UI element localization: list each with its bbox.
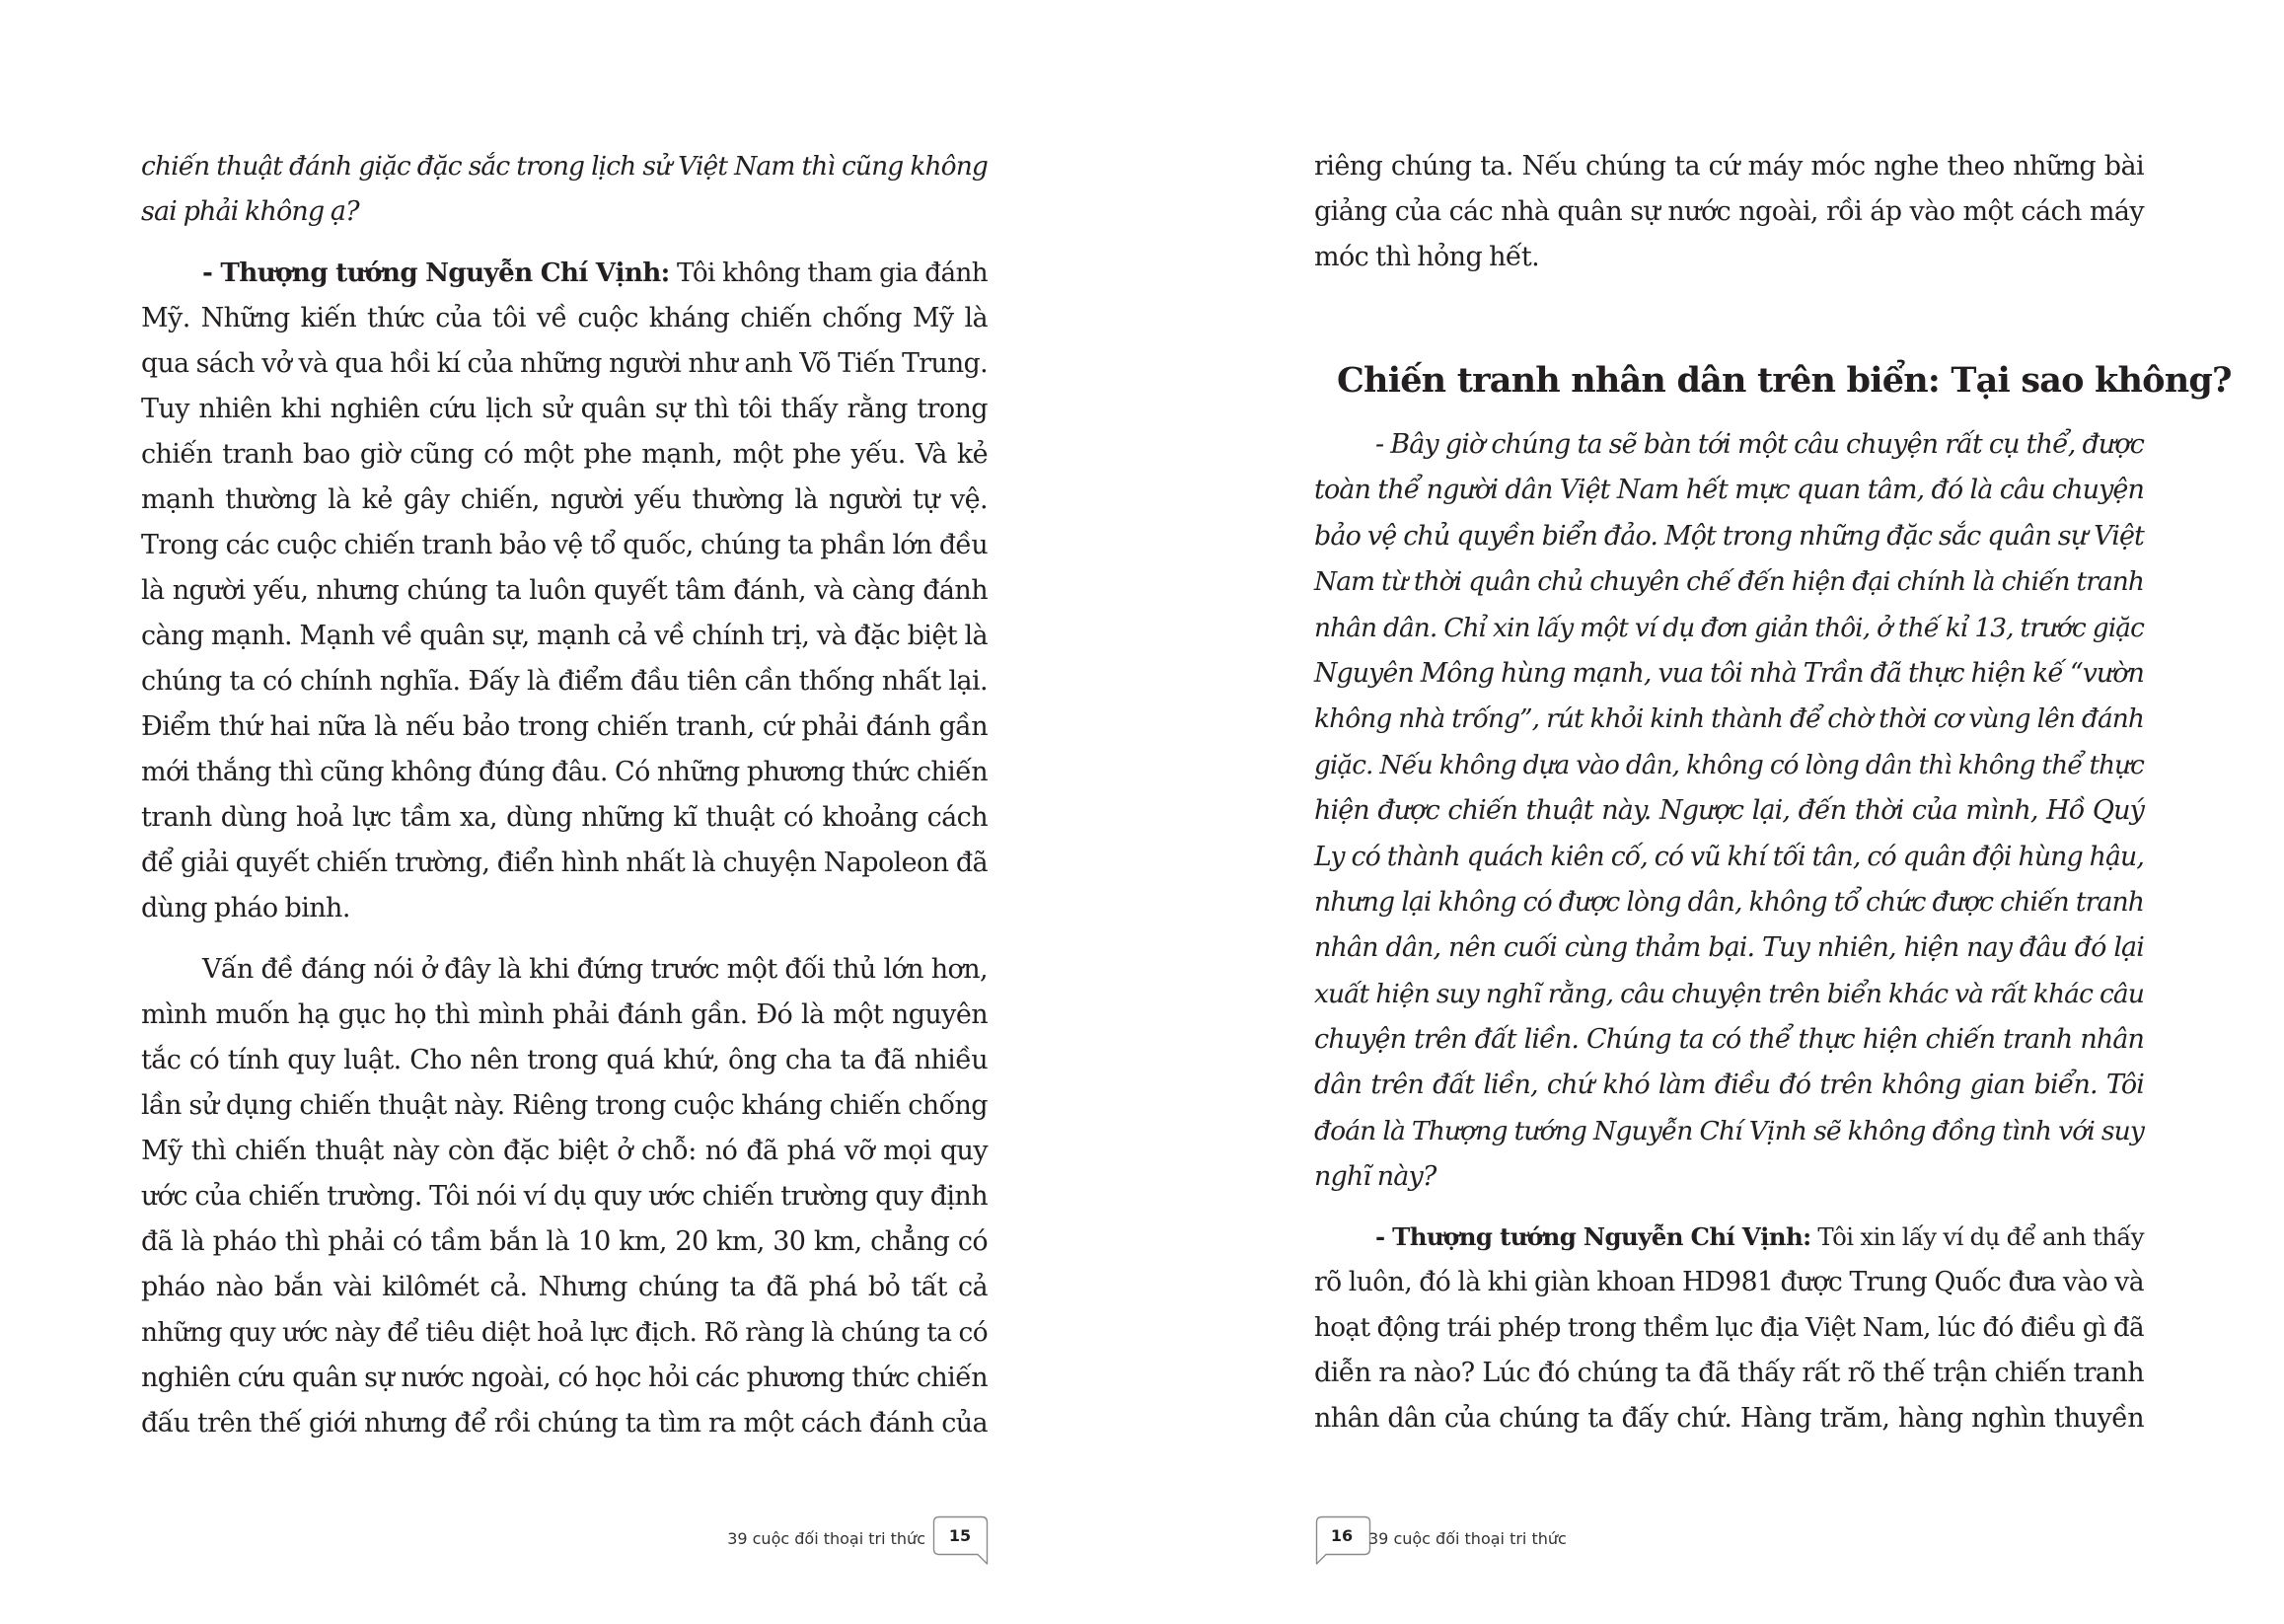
page-number: 16: [1330, 1526, 1354, 1545]
text-line: pháo nào bắn vài kilômét cả. Nhưng chúng ta đã phá bỏ tất cả: [141, 1272, 988, 1302]
text-line: giặc. Nếu không dựa vào dân, không có lòng dân thì không thể thực: [1314, 750, 2144, 780]
text-line: giảng của các nhà quân sự nước ngoài, rồi áp vào một cách máy: [1314, 196, 2144, 227]
text-line: qua sách vở và qua hồi kí của những người như anh Võ Tiến Trung.: [141, 348, 988, 379]
text-line: Mỹ thì chiến thuật này còn đặc biệt ở chỗ: nó đã phá vỡ mọi quy: [141, 1136, 988, 1166]
text-line: chuyện trên đất liền. Chúng ta có thể thực hiện chiến tranh nhân: [1314, 1024, 2144, 1056]
text-line: nhưng lại không có được lòng dân, không tổ chức được chiến tranh: [1314, 886, 2144, 918]
text-line: để giải quyết chiến trường, điển hình nhất là chuyện Napoleon đã: [141, 848, 988, 878]
section-heading: Chiến tranh nhân dân trên biển: Tại sao không?: [1337, 360, 2232, 401]
text-line: toàn thể người dân Việt Nam hết mực quan tâm, đó là câu chuyện: [1314, 475, 2144, 506]
running-footer: 39 cuộc đối thoại tri thức: [1368, 1529, 1567, 1548]
line-text: Tôi xin lấy ví dụ để anh thấy: [1817, 1222, 2144, 1251]
text-line: chiến tranh bao giờ cũng có một phe mạnh, một phe yếu. Và kẻ: [141, 439, 988, 470]
text-line: Điểm thứ hai nữa là nếu bảo trong chiến tranh, cứ phải đánh gần: [141, 711, 988, 742]
text-line: là người yếu, nhưng chúng ta luôn quyết tâm đánh, và càng đánh: [141, 575, 988, 606]
text-line: dùng pháo binh.: [141, 893, 350, 923]
text-line: đoán là Thượng tướng Nguyễn Chí Vịnh sẽ không đồng tình với suy: [1314, 1115, 2144, 1146]
answer-paragraph: [141, 251, 988, 931]
text-line: càng mạnh. Mạnh về quân sự, mạnh cả về chính trị, và đặc biệt là: [141, 621, 988, 651]
text-line: chiến thuật đánh giặc đặc sắc trong lịch sử Việt Nam thì cũng không: [141, 151, 988, 182]
question-paragraph-continued: [141, 144, 988, 235]
text-line: Nam từ thời quân chủ chuyên chế đến hiện đại chính là chiến tranh: [1314, 566, 2144, 598]
text-line: rõ luôn, đó là khi giàn khoan HD981 được Trung Quốc đưa vào và: [1314, 1267, 2144, 1297]
text-line: - Bây giờ chúng ta sẽ bàn tới một câu chuyện rất cụ thể, được: [1375, 429, 2144, 460]
text-line: ước của chiến trường. Tôi nói ví dụ quy ước chiến trường quy định: [141, 1181, 988, 1212]
text-line: tắc có tính quy luật. Cho nên trong quá khứ, ông cha ta đã nhiều: [141, 1045, 988, 1075]
text-line: lần sử dụng chiến thuật này. Riêng trong cuộc kháng chiến chống: [141, 1090, 988, 1121]
text-line: nhân dân của chúng ta đấy chứ. Hàng trăm, hàng nghìn thuyền: [1314, 1403, 2144, 1434]
text-line: không nhà trống”, rút khỏi kinh thành để chờ thời cơ vùng lên đánh: [1314, 703, 2144, 735]
text-line: đã là pháo thì phải có tầm bắn là 10 km, 20 km, 30 km, chẳng có: [141, 1226, 988, 1257]
text-line: những quy ước này để tiêu diệt hoả lực địch. Rõ ràng là chúng ta có: [141, 1317, 988, 1348]
text-line: Ly có thành quách kiên cố, có vũ khí tối tân, có quân đội hùng hậu,: [1314, 841, 2144, 872]
text-line: nhân dân, nên cuối cùng thảm bại. Tuy nhiên, hiện nay đâu đó lại: [1314, 932, 2144, 964]
speaker-label: - Thượng tướng Nguyễn Chí Vịnh:: [202, 258, 670, 288]
text-line: hoạt động trái phép trong thềm lục địa Việt Nam, lúc đó điều gì đã: [1314, 1313, 2144, 1343]
text-line: hiện được chiến thuật này. Ngược lại, đến thời của mình, Hồ Quý: [1314, 795, 2144, 827]
text-line: sai phải không ạ?: [141, 196, 359, 227]
text-line: Tuy nhiên khi nghiên cứu lịch sử quân sự thì tôi thấy rằng trong: [141, 394, 988, 424]
text-line: diễn ra nào? Lúc đó chúng ta đã thấy rất rõ thế trận chiến tranh: [1314, 1358, 2144, 1388]
text-line: xuất hiện suy nghĩ rằng, câu chuyện trên biển khác và rất khác câu: [1314, 978, 2144, 1009]
page-number-badge: [932, 1515, 988, 1565]
question-paragraph: [1314, 422, 2144, 1201]
left-page-body: [141, 144, 988, 1446]
page-number: 15: [948, 1526, 972, 1545]
text-line: Trong các cuộc chiến tranh bảo vệ tổ quốc, chúng ta phần lớn đều: [141, 530, 988, 560]
text-line: bảo vệ chủ quyền biển đảo. Một trong những đặc sắc quân sự Việt: [1314, 520, 2144, 552]
text-line: nghiên cứu quân sự nước ngoài, có học hỏi các phương thức chiến: [141, 1363, 988, 1393]
text-line: nghĩ này?: [1314, 1161, 1437, 1193]
speaker-label: - Thượng tướng Nguyễn Chí Vịnh:: [1375, 1222, 1811, 1251]
right-page: [1142, 0, 2284, 1624]
text-line: [1314, 1215, 2144, 1260]
page-number-badge: [1314, 1515, 1369, 1565]
text-line: mới thắng thì cũng không đúng đâu. Có những phương thức chiến: [141, 757, 988, 787]
text-line: Mỹ. Những kiến thức của tôi về cuộc kháng chiến chống Mỹ là: [141, 303, 988, 333]
text-line: dân trên đất liền, chứ khó làm điều đó trên không gian biển. Tôi: [1314, 1070, 2144, 1101]
text-line: Nguyên Mông hùng mạnh, vua tôi nhà Trần đã thực hiện kế “vườn: [1314, 657, 2144, 689]
text-line: [141, 251, 988, 296]
text-line: tranh dùng hoả lực tầm xa, dùng những kĩ thuật có khoảng cách: [141, 802, 988, 833]
text-line: đấu trên thế giới nhưng để rồi chúng ta tìm ra một cách đánh của: [141, 1408, 988, 1439]
text-line: Vấn đề đáng nói ở đây là khi đứng trước một đối thủ lớn hơn,: [202, 954, 988, 985]
text-line: mạnh thường là kẻ gây chiến, người yếu thường là người tự vệ.: [141, 484, 988, 515]
line-text: Tôi không tham gia đánh: [677, 258, 988, 288]
running-footer: 39 cuộc đối thoại tri thức: [727, 1529, 925, 1548]
text-line: riêng chúng ta. Nếu chúng ta cứ máy móc nghe theo những bài: [1314, 151, 2144, 182]
answer-paragraph: [1314, 1215, 2144, 1441]
text-line: nhân dân. Chỉ xin lấy một ví dụ đơn giản thôi, ở thế kỉ 13, trước giặc: [1314, 613, 2144, 643]
body-paragraph: [141, 947, 988, 1446]
text-line: móc thì hỏng hết.: [1314, 242, 1540, 272]
continuation-paragraph: [1314, 144, 2144, 280]
text-line: chúng ta có chính nghĩa. Đấy là điểm đầu tiên cần thống nhất lại.: [141, 666, 988, 697]
text-line: mình muốn hạ gục họ thì mình phải đánh gần. Đó là một nguyên: [141, 999, 988, 1030]
